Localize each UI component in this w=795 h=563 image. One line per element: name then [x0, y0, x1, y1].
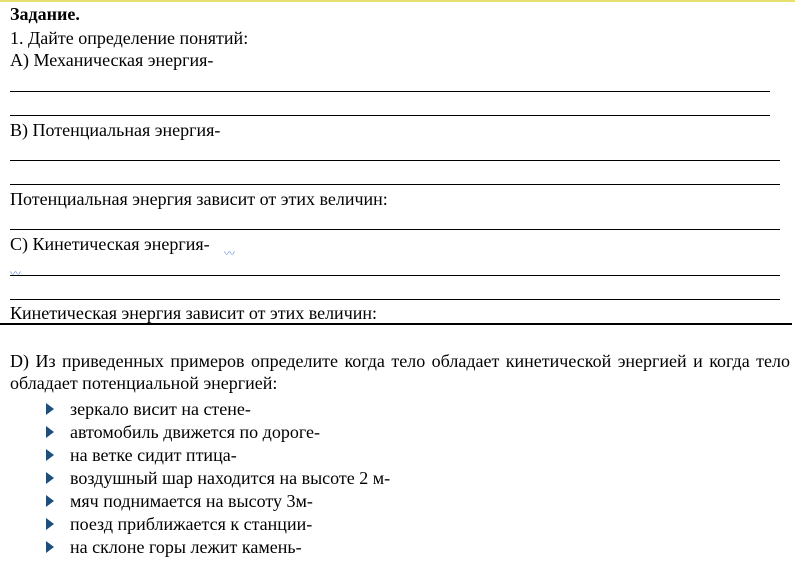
triangle-bullet-icon [46, 518, 54, 530]
answer-line [10, 275, 780, 276]
label-c: С) Кинетическая энергия- [10, 234, 210, 254]
b-depends: Потенциальная энергия зависит от этих величин: [10, 189, 388, 209]
list-item: автомобиль движется по дороге- [42, 421, 390, 444]
spellcheck-mark: 〰 [224, 248, 235, 260]
list-item: на ветке сидит птица- [42, 444, 390, 467]
triangle-bullet-icon [46, 403, 54, 415]
triangle-bullet-icon [46, 426, 54, 438]
answer-line [10, 229, 780, 230]
list-item: на склоне горы лежит камень- [42, 536, 390, 559]
triangle-bullet-icon [46, 541, 54, 553]
examples-list [42, 398, 390, 559]
question-d: D) Из приведенных примеров определите когда тело обладает кинетической энергией и когда тело обладает потенциальной энергией: [10, 351, 790, 393]
list-item: воздушный шар находится на высоте 2 м- [42, 467, 390, 490]
label-a: А) Механическая энергия- [10, 50, 214, 70]
question-1: 1. Дайте определение понятий: [10, 28, 249, 48]
label-b: В) Потенциальная энергия- [10, 120, 221, 140]
answer-line [10, 160, 780, 161]
answer-line [10, 184, 780, 185]
list-item: поезд приближается к станции- [42, 513, 390, 536]
answer-line [10, 299, 780, 300]
section-divider [0, 323, 792, 325]
answer-line [10, 91, 770, 92]
spellcheck-mark: 〰 [10, 268, 21, 280]
triangle-bullet-icon [46, 472, 54, 484]
triangle-bullet-icon [46, 449, 54, 461]
top-border [0, 0, 795, 2]
task-title: Задание. [10, 4, 80, 24]
c-depends: Кинетическая энергия зависит от этих величин: [10, 303, 378, 323]
list-item: зеркало висит на стене- [42, 398, 390, 421]
answer-line [10, 115, 770, 116]
list-item: мяч поднимается на высоту 3м- [42, 490, 390, 513]
triangle-bullet-icon [46, 495, 54, 507]
